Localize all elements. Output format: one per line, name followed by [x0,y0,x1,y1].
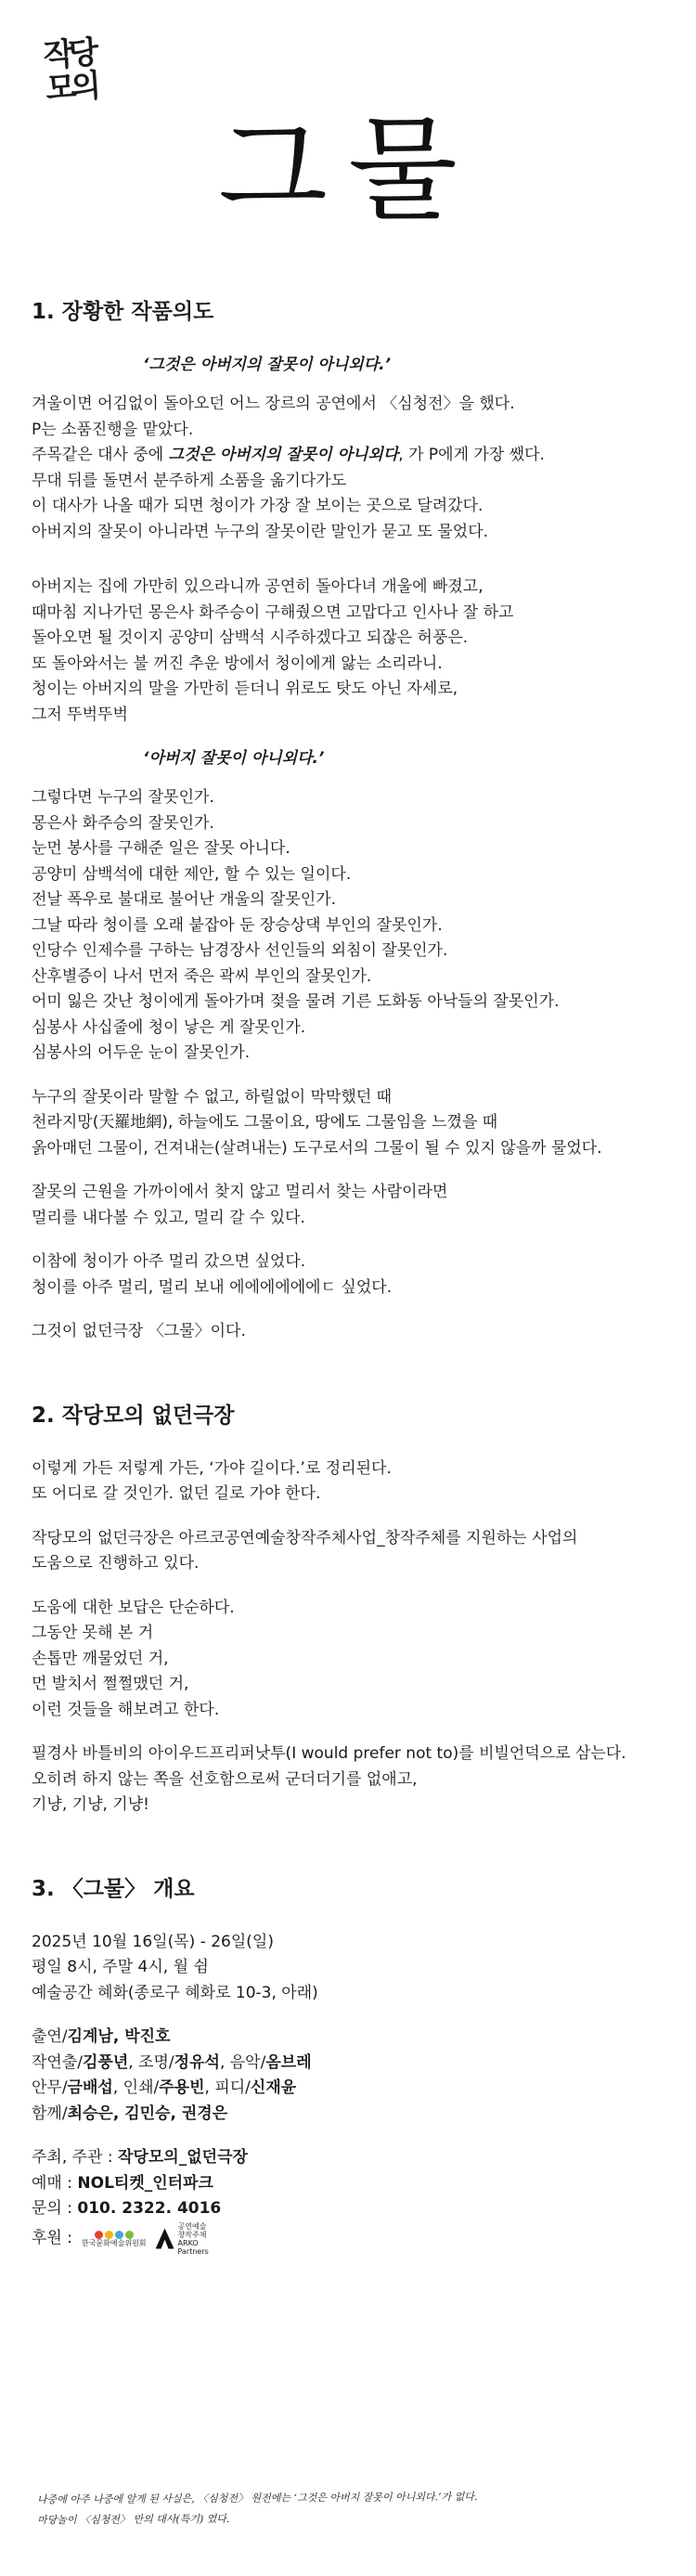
section-heading: 3. 〈그물〉 개요 [32,1876,195,1901]
text-line: 돌아오면 될 것이지 공양미 삼백석 시주하겠다고 되잖은 허풍은. [32,628,469,647]
credit-role: 출연/ [32,2027,68,2046]
credit-names: 최승은, 김민승, 권경은 [67,2104,228,2123]
text-line: 필경사 바틀비의 아이우드프리퍼낫투(I would prefer not to)를 비빌언덕으로 삼는다. [32,1744,626,1763]
credit-line [32,2076,672,2102]
credit-role: 작연출/ [32,2052,83,2072]
credit-role: 안무/ [32,2078,68,2097]
text-segment: , 가 P에게 가장 쌨다. [398,446,545,464]
sponsor-line [32,2222,672,2256]
credit-names: 금배섭 [67,2078,113,2097]
handwritten-footnote [37,2486,668,2531]
text-line: 그것이 없던극장 〈그물〉이다. [32,1322,246,1340]
text-line: 그렇다면 누구의 잘못인가. [32,788,214,807]
paragraph [32,575,672,728]
info-value: 010. 2322. 4016 [77,2199,222,2218]
info-value: 작당모의_없던극장 [118,2148,248,2167]
section-heading: 2. 작당모의 없던극장 [32,1403,235,1428]
credit-line [32,2102,672,2128]
text-line: 겨울이면 어김없이 돌아오던 어느 장르의 공연에서 〈심청전〉을 했다. [32,395,515,413]
paragraph [32,1085,672,1162]
text-line: 때마침 지나가던 몽은사 화주승이 구해줬으면 고맙다고 인사나 잘 하고 [32,602,514,622]
text-line: 그날 따라 청이를 오래 붙잡아 둔 장승상댁 부인의 잘못인가. [32,915,443,935]
credit-line [32,2025,672,2051]
section-heading: 1. 장황한 작품의도 [32,300,214,324]
sponsor-name: 창작주체 [177,2230,207,2239]
paragraph [32,1319,672,1345]
section-intent [32,297,672,1345]
sponsor-name: 공연예술 [177,2221,207,2231]
arts-council-logo [82,2231,147,2247]
text-segment: 주목같은 대사 중에 [32,446,169,464]
text-line: 눈먼 봉사를 구해준 일은 잘못 아니다. [32,839,290,858]
text-line: 이 대사가 나올 때가 되면 청이가 가장 잘 보이는 곳으로 달려갔다. [32,497,483,515]
paragraph [32,1526,672,1577]
text-line: 공양미 삼백석에 대한 제안, 할 수 있는 일이다. [32,864,352,884]
main-content [32,297,672,2274]
credit-names: 김풍년 [83,2052,129,2072]
quote: ‘아버지 잘못이 아니외다.’ [143,749,325,768]
text-line: 그저 뚜벅뚜벅 [32,705,128,724]
credits [32,2025,672,2127]
sponsor-logos [82,2222,209,2256]
paragraph [32,1741,672,1819]
schedule-venue: 예술공간 혜화(종로구 혜화로 10-3, 아래) [32,1983,318,2002]
page-title: 그물 [218,104,478,236]
credit-names: 김계남, 박진호 [67,2027,171,2046]
info-value: NOL티켓_인터파크 [77,2173,213,2193]
credit-role: , 피디/ [204,2078,251,2097]
schedule-time: 평일 8시, 주말 4시, 월 쉼 [32,1958,209,1976]
text-line: 이런 것들을 해보려고 한다. [32,1700,220,1719]
text-line [32,443,672,469]
contact-info [32,2145,672,2256]
paragraph [32,1249,672,1301]
arko-partners-logo [156,2222,209,2256]
credit-role: , 음악/ [219,2052,266,2072]
info-label: 후원 : [32,2228,72,2247]
credit-names: 정유석 [174,2052,220,2072]
schedule [32,1930,672,2007]
text-line: 또 어디로 갈 것인가. 없던 길로 가야 한다. [32,1484,321,1503]
credit-role: 함께/ [32,2104,68,2123]
credit-line [32,2051,672,2077]
text-line: 심봉사의 어두운 눈이 잘못인가. [32,1043,251,1062]
brand-logo: 작당모의 [42,33,97,109]
text-line: 인당수 인제수를 구하는 남경장사 선인들의 외침이 잘못인가. [32,941,448,960]
text-line: 도움으로 진행하고 있다. [32,1554,200,1573]
text-line: 어미 잃은 갓난 청이에게 돌아가며 젖을 물려 기른 도화동 아낙들의 잘못인가. [32,992,560,1011]
text-line: 무대 뒤를 돌면서 분주하게 소품을 옮기다가도 [32,471,347,490]
paragraph [32,1456,672,1508]
text-line: 산후별증이 나서 먼저 죽은 곽씨 부인의 잘못인가. [32,966,372,986]
text-line: 이참에 청이가 아주 멀리 갔으면 싶었다. [32,1252,306,1271]
paragraph [32,392,672,545]
paragraph [32,1596,672,1724]
credit-names: 신재윤 [250,2078,297,2097]
text-line: 이렇게 가든 저렇게 가든, ‘가야 길이다.’로 정리된다. [32,1458,392,1478]
paragraph [32,785,672,1067]
text-line: 오히려 하지 않는 쪽을 선호함으로써 군더더기를 없애고, [32,1769,418,1789]
paragraph [32,1180,672,1231]
text-line: 심봉사 사십줄에 청이 낳은 게 잘못인가. [32,1017,306,1037]
info-label: 문의 : [32,2199,78,2218]
footnote-line: 나중에 아주 나중에 알게 된 사실은, 〈심청전〉 원전에는 ‘그것은 아버지 잘못이 아니외다.’가 없다. [36,2491,478,2506]
info-label: 예매 : [32,2173,78,2193]
sponsor-name: 한국문화예술위원회 [81,2238,147,2247]
credit-names: 옴브레 [265,2052,312,2072]
sponsor-name: Partners [177,2246,209,2256]
contact-line [32,2196,672,2222]
text-line: 또 돌아와서는 불 꺼진 추운 방에서 청이에게 앓는 소리라니. [32,654,443,673]
quote: ‘그것은 아버지의 잘못이 아니외다.’ [143,356,392,374]
credit-role: , 인쇄/ [112,2078,160,2097]
text-line: 아버지의 잘못이 아니라면 누구의 잘못이란 말인가 묻고 또 물었다. [32,522,489,541]
text-line: 잘못의 근원을 가까이에서 찾지 않고 멀리서 찾는 사람이라면 [32,1183,448,1201]
text-line: 몽은사 화주승의 잘못인가. [32,813,214,833]
host-line [32,2145,672,2171]
text-line: 도움에 대한 보답은 단순하다. [32,1598,235,1617]
text-line: 먼 발치서 쩔쩔맸던 거, [32,1675,189,1693]
schedule-date: 2025년 10월 16일(목) - 26일(일) [32,1932,274,1951]
text-line: 기냥, 기냥, 기냥! [32,1795,149,1814]
credit-role: , 조명/ [128,2052,174,2072]
section-theater [32,1401,672,1819]
text-line: 옭아매던 그물이, 건져내는(살려내는) 도구로서의 그물이 될 수 있지 않을까 물었다. [32,1138,602,1158]
emphasized-text: 그것은 아버지의 잘못이 아니외다 [168,446,399,464]
arts-council-mark-icon [95,2231,134,2239]
text-line: 아버지는 집에 가만히 있으라니까 공연히 돌아다녀 개울에 빠졌고, [32,577,483,596]
credit-names: 주용빈 [159,2078,205,2097]
sponsor-name: ARKO [177,2238,199,2247]
arko-mark-icon [156,2229,174,2249]
info-label: 주최, 주관 : [32,2148,119,2167]
text-line: 누구의 잘못이라 말할 수 없고, 하릴없이 막막했던 때 [32,1087,393,1107]
text-line: P는 소품진행을 맡았다. [32,420,194,439]
text-line: 천라지망(天羅地網), 하늘에도 그물이요, 땅에도 그물임을 느꼈을 때 [32,1113,498,1132]
text-line: 작당모의 없던극장은 아르코공연예술창작주체사업_창작주체를 지원하는 사업의 [32,1528,578,1547]
text-line: 청이는 아버지의 말을 가만히 듣더니 위로도 탓도 아닌 자세로, [32,680,458,698]
footnote-line: 마당놀이 〈심청전〉 만의 대사(특기) 였다. [37,2512,230,2527]
booking-line [32,2171,672,2197]
section-overview [32,1874,672,2256]
text-line: 손톱만 깨물었던 거, [32,1649,169,1668]
text-line: 멀리를 내다볼 수 있고, 멀리 갈 수 있다. [32,1208,305,1227]
text-line: 청이를 아주 멀리, 멀리 보내 에에에에에에ㄷ 싶었다. [32,1277,393,1297]
text-line: 그동안 못해 본 거 [32,1624,154,1642]
text-line: 전날 폭우로 불대로 불어난 개울의 잘못인가. [32,890,337,909]
